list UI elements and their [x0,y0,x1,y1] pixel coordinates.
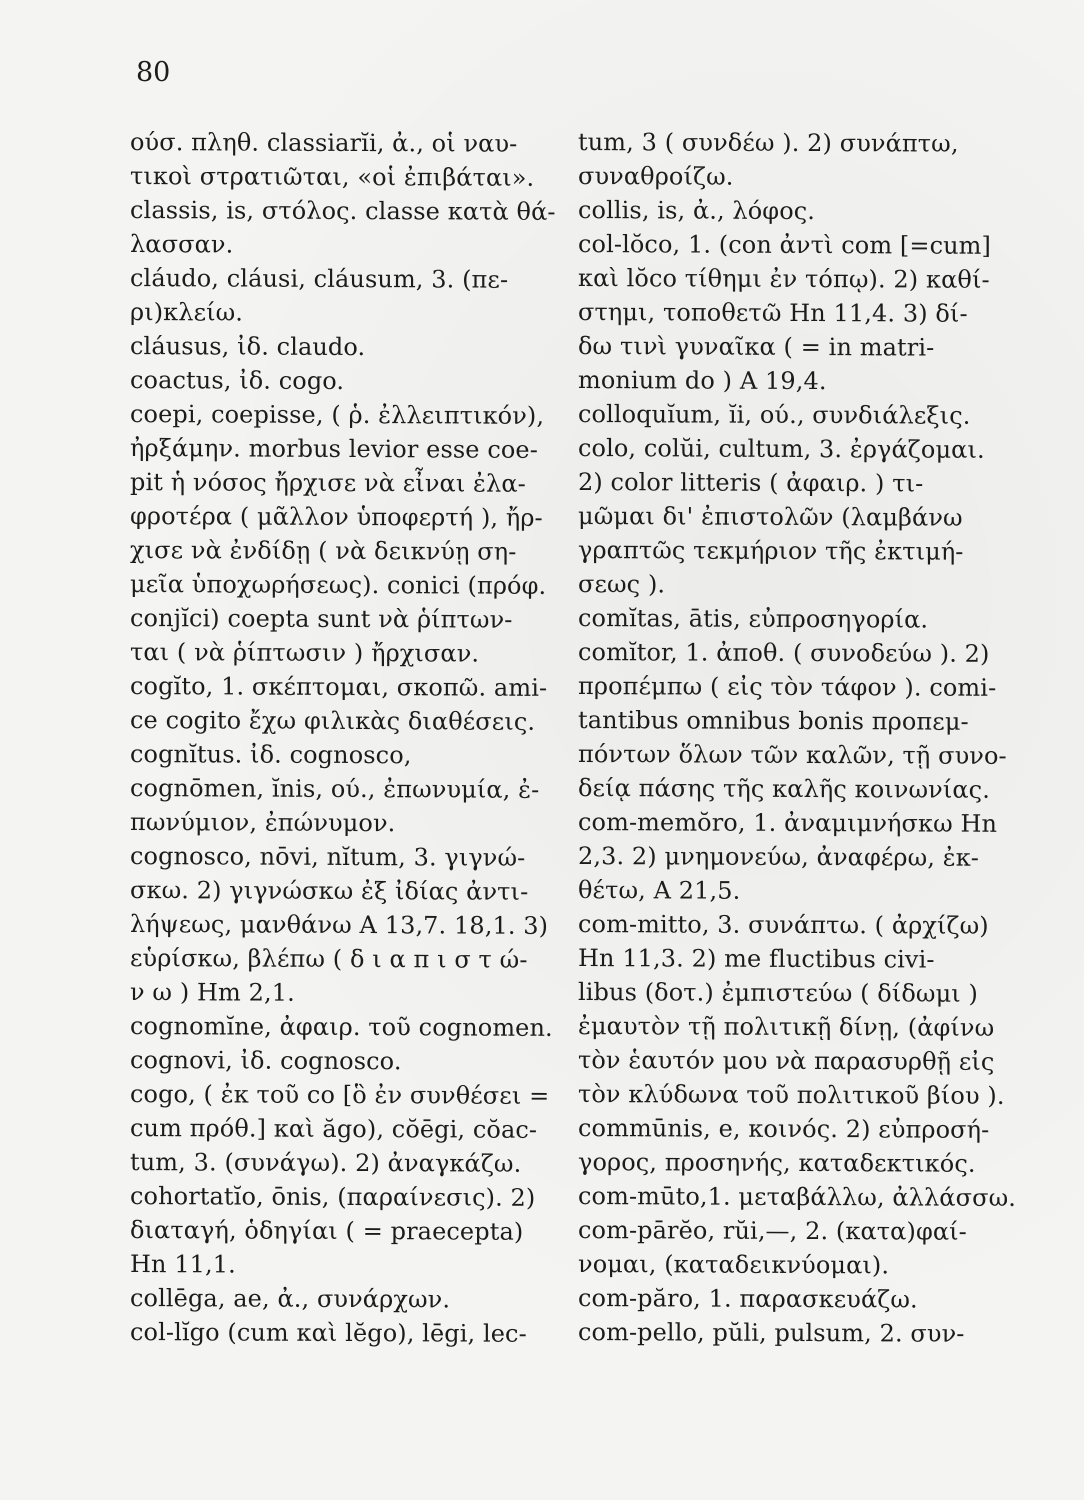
text-line: cognōmen, ĭnis, ού., ἐπωνυμία, ἐ- [130,774,540,804]
text-line: φροτέρα ( μᾶλλον ὑποφερτή ), ἤρ- [130,502,543,532]
text-line: comĭtas, ātis, εὐπροσηγορία. [578,604,929,634]
text-line: σκω. 2) γιγνώσκω ἐξ ἰδίας ἀντι- [130,876,529,906]
text-line: cogĭto, 1. σκέπτομαι, σκοπῶ. ami- [130,672,548,702]
text-line: cognovi, ἰδ. cognosco. [130,1046,402,1076]
text-line: νομαι, (καταδεικνύομαι). [578,1250,890,1280]
text-line: colloquĭum, ĭi, ού., συνδιάλεξις. [578,400,971,430]
text-line: libus (δοτ.) ἐμπιστεύω ( δίδωμι ) [578,978,978,1008]
text-line: cláudo, cláusi, cláusum, 3. (πε- [130,264,509,294]
text-line: commūnis, e, κοινός. 2) εὐπροσή- [578,1114,990,1144]
text-line: cognosco, nōvi, nĭtum, 3. γιγνώ- [130,842,526,872]
text-line: monium do ) Α 19,4. [578,366,827,396]
text-line: μῶμαι δι' ἐπιστολῶν (λαμβάνω [578,502,963,532]
text-line: com-mūto,1. μεταβάλλω, ἀλλάσσω. [578,1182,1016,1212]
text-line: coactus, ἰδ. cogo. [130,366,345,395]
text-line: γορος, προσηνής, καταδεκτικός. [578,1148,976,1178]
text-line: τὸν ἑαυτόν μου νὰ παρασυρθῇ εἰς [578,1046,995,1076]
text-line: 2) color litteris ( ἀφαιρ. ) τι- [578,468,924,498]
text-line: com-mitto, 3. συνάπτω. ( ἀρχίζω) [578,910,989,940]
text-line: δω τινὶ γυναῖκα ( = in matri- [578,332,935,362]
text-line: com-memŏro, 1. ἀναμιμνήσκω Hn [578,808,998,838]
text-line: ἠρξάμην. morbus levior esse coe- [130,434,538,464]
text-line: cognomĭne, ἀφαιρ. τοῦ cognomen. [130,1012,553,1042]
text-line: πόντων ὅλων τῶν καλῶν, τῇ συνο- [578,740,1007,770]
text-line: tum, 3. (συνάγω). 2) ἀναγκάζω. [130,1148,522,1178]
text-line: coepi, coepisse, ( ῥ. ἐλλειπτικόν), [130,400,545,430]
text-line: τὸν κλύδωνα τοῦ πολιτικοῦ βίου ). [578,1080,1005,1110]
text-line: collēga, ae, ἀ., συνάρχων. [130,1284,451,1314]
right-column [578,125,1028,1351]
text-line: 2,3. 2) μνημονεύω, ἀναφέρω, ἐκ- [578,842,980,872]
text-line: σεως ). [578,570,666,599]
text-line: cohortatĭo, ōnis, (παραίνεσις). 2) [130,1182,536,1212]
text-line: προπέμπω ( εἰς τὸν τάφον ). comi- [578,672,997,702]
text-line: cognĭtus. ἰδ. cognosco, [130,740,412,770]
left-column [130,125,570,1351]
text-line: collis, is, ἀ., λόφος. [578,196,816,226]
text-line: comĭtor, 1. ἀποθ. ( συνοδεύω ). 2) [578,638,990,668]
text-line: tantibus omnibus bonis προπεμ- [578,706,969,736]
page-number: 80 [136,57,171,88]
text-line: pit ἡ νόσος ἤρχισε νὰ εἶναι ἐλα- [130,468,526,498]
text-line: com-păro, 1. παρασκευάζω. [578,1284,918,1314]
text-line: col-lĭgo (cum καὶ lĕgo), lēgi, lec- [130,1318,527,1348]
text-line: λήψεως, μανθάνω Α 13,7. 18,1. 3) [130,910,549,940]
text-line: πωνύμιον, ἐπώνυμον. [130,808,396,838]
text-line: com-pārĕo, rŭi,—, 2. (κατα)φαί- [578,1216,967,1246]
text-line: cogo, ( ἐκ τοῦ co [ὃ ἐν συνθέσει = [130,1080,550,1110]
text-line: δείᾳ πάσης τῆς καλῆς κοινωνίας. [578,774,990,804]
text-line: ce cogito ἔχω φιλικὰς διαθέσεις. [130,706,536,736]
text-line: θέτω, Α 21,5. [578,876,741,905]
text-line: conjĭci) coepta sunt νὰ ῥίπτων- [130,604,513,634]
text-line: ται ( νὰ ῥίπτωσιν ) ἤρχισαν. [130,638,480,668]
text-line: com-pello, pŭli, pulsum, 2. συν- [578,1318,965,1348]
text-line: Hn 11,3. 2) me fluctibus civi- [578,944,935,974]
text-line: διαταγή, ὁδηγίαι ( = praecepta) [130,1216,524,1246]
text-line: ἐμαυτὸν τῇ πολιτικῇ δίνῃ, (ἀφίνω [578,1012,995,1042]
text-line: συναθροίζω. [578,162,734,191]
text-line: col-lŏco, 1. (con ἀντὶ com [=cum] [578,230,991,260]
text-line: εὑρίσκω, βλέπω ( δ ι α π ι σ τ ώ- [130,944,528,974]
text-line: ρι)κλείω. [130,298,244,327]
text-line: μεῖα ὑποχωρήσεως). conici (πρόφ. [130,570,547,600]
text-line: γραπτῶς τεκμήριον τῆς ἐκτιμή- [578,536,964,566]
text-line: colo, colŭi, cultum, 3. ἐργάζομαι. [578,434,985,464]
text-line: τικοὶ στρατιῶται, «οἱ ἐπιβάται». [130,162,535,192]
text-line: χισε νὰ ἐνδίδῃ ( νὰ δεικνύῃ ση- [130,536,517,566]
text-line: cláusus, ἰδ. claudo. [130,332,366,362]
text-line: καὶ lŏco τίθημι ἐν τόπῳ). 2) καθί- [578,264,990,294]
text-line: tum, 3 ( συνδέω ). 2) συνάπτω, [578,128,959,158]
text-line: ν ω ) Hm 2,1. [130,978,295,1007]
text-line: λασσαν. [130,230,234,259]
text-line: classis, is, στόλος. classe κατὰ θά- [130,196,556,226]
text-line: cum πρόθ.] καὶ ăgo), cŏēgi, cŏac- [130,1114,538,1144]
text-line: Hn 11,1. [130,1250,236,1279]
text-line: στημι, τοποθετῶ Hn 11,4. 3) δί- [578,298,968,328]
text-line: ούσ. πληθ. classiarĭi, ἀ., οἱ ναυ- [130,128,518,158]
